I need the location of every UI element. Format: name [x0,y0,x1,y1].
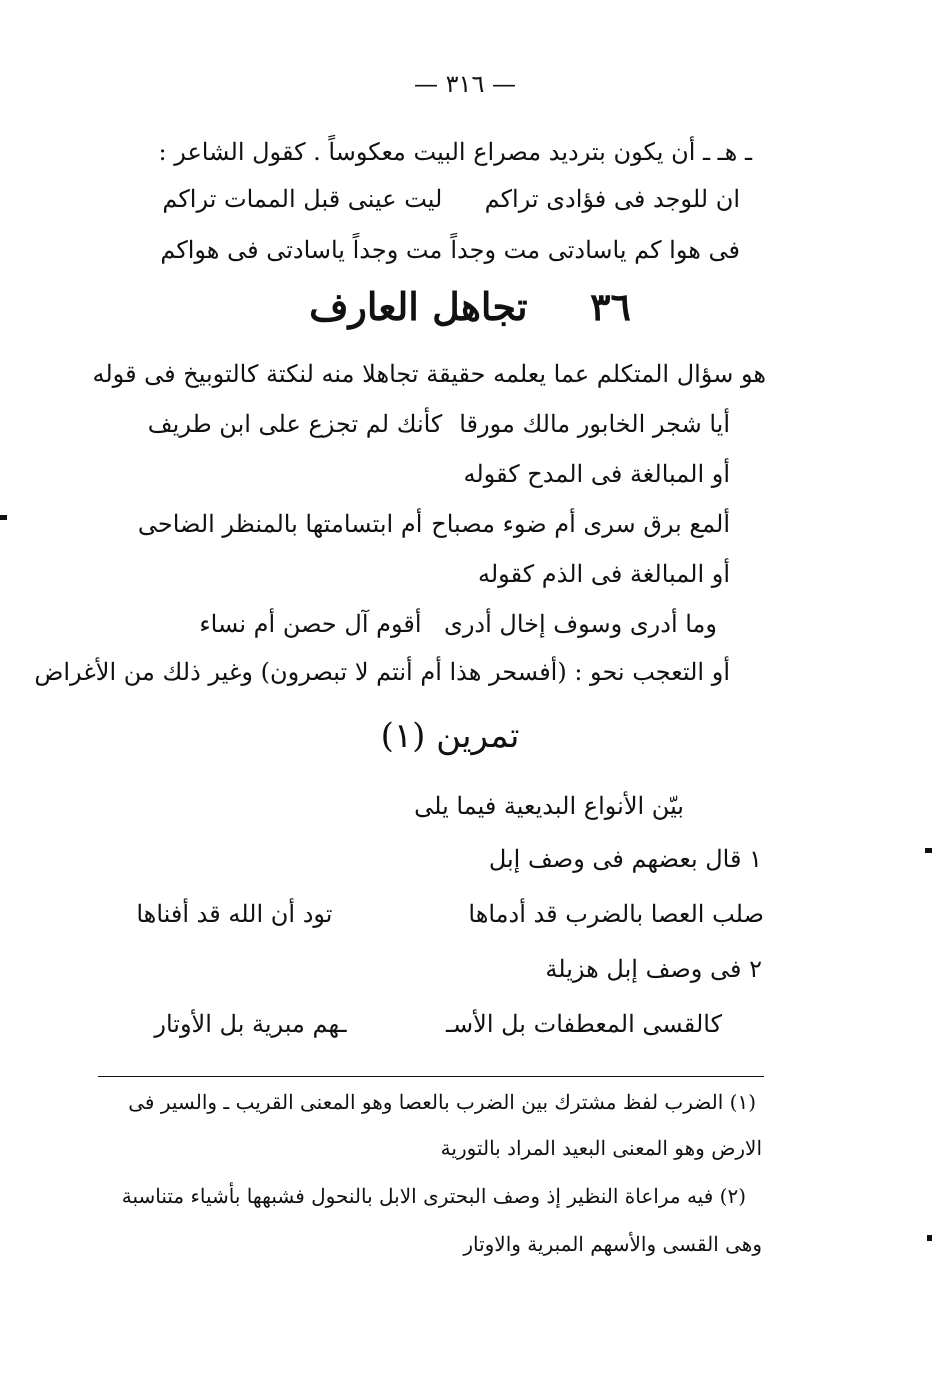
verse-2 [160,236,740,265]
verse-4-hemistich-a: ألمع برق سرى أم ضوء مصباح [431,510,730,538]
verse-4 [137,510,730,539]
scan-edge-mark [927,1235,932,1241]
exercise-2-heading: ٢ فى وصف إبل هزيلة [545,955,762,983]
verse-1-hemistich-b: ليت عينى قبل الممات تراكم [162,185,443,213]
exercise-title: تمرين (١) [380,716,520,756]
h-item-line: ـ هـ ـ أن يكون بترديد مصراع البيت معكوساً . كقول الشاعر : [158,138,752,166]
footnote-2-line-1: (٢) فيه مراعاة النظير إذ وصف البحترى الابل بالنحول فشبهها بأشياء متناسبة [121,1184,746,1208]
section-title: تجاهل العارف [309,284,528,329]
madh-line: أو المبالغة فى المدح كقوله [463,460,730,488]
footnote-separator [98,1076,764,1077]
exercise-2-hemistich-b: ـهم مبرية بل الأوتار [154,1010,347,1038]
exercise-2-verse [154,1010,722,1039]
taajjub-line: أو التعجب نحو : (أفسحر هذا أم أنتم لا تبصرون) وغير ذلك من الأغراض [34,658,730,686]
page-number: — ٣١٦ — [414,70,516,98]
verse-5 [199,610,717,639]
exercise-2-hemistich-a: كالقسى المعطفات بل الأسـ [445,1010,722,1038]
exercise-1-hemistich-b: تود أن الله قد أفناها [136,900,333,928]
exercise-instruction: بيّن الأنواع البديعية فيما يلى [414,792,684,820]
verse-4-hemistich-b: أم ابتسامتها بالمنظر الضاحى [137,510,423,538]
verse-5-hemistich-b: أقوم آل حصن أم نساء [199,610,422,638]
verse-1 [162,185,740,214]
verse-3 [147,410,730,439]
dhamm-line: أو المبالغة فى الذم كقوله [478,560,730,588]
footnote-1-line-2: الارض وهو المعنى البعيد المراد بالتورية [440,1136,762,1160]
scan-edge-mark [925,848,932,853]
exercise-1-hemistich-a: صلب العصا بالضرب قد أدماها [468,900,764,928]
verse-2-hemistich-b: مت وجداً ياسادتى فى هواكم [160,236,443,264]
scan-edge-mark [0,515,7,520]
verse-3-hemistich-a: أيا شجر الخابور مالك مورقا [459,410,730,438]
footnote-1-line-1: (١) الضرب لفظ مشترك بين الضرب بالعصا وهو المعنى القريب ـ والسير فى [128,1090,756,1114]
verse-5-hemistich-a: وما أدرى وسوف إخال أدرى [444,610,717,638]
section-number: ٣٦ [590,284,631,329]
exercise-1-verse [136,900,764,929]
exercise-1-heading: ١ قال بعضهم فى وصف إبل [488,845,762,873]
footnote-2-line-2: وهى القسى والأسهم المبرية والاوتار [463,1232,762,1256]
verse-1-hemistich-a: ان للوجد فى فؤادى تراكم [484,185,740,213]
section-heading [260,284,680,330]
definition-line: هو سؤال المتكلم عما يعلمه حقيقة تجاهلا منه لنكتة كالتوبيخ فى قوله [92,360,766,388]
verse-2-hemistich-a: فى هوا كم ياسادتى مت وجداً [450,236,740,264]
verse-3-hemistich-b: كأنك لم تجزع على ابن طريف [147,410,443,438]
